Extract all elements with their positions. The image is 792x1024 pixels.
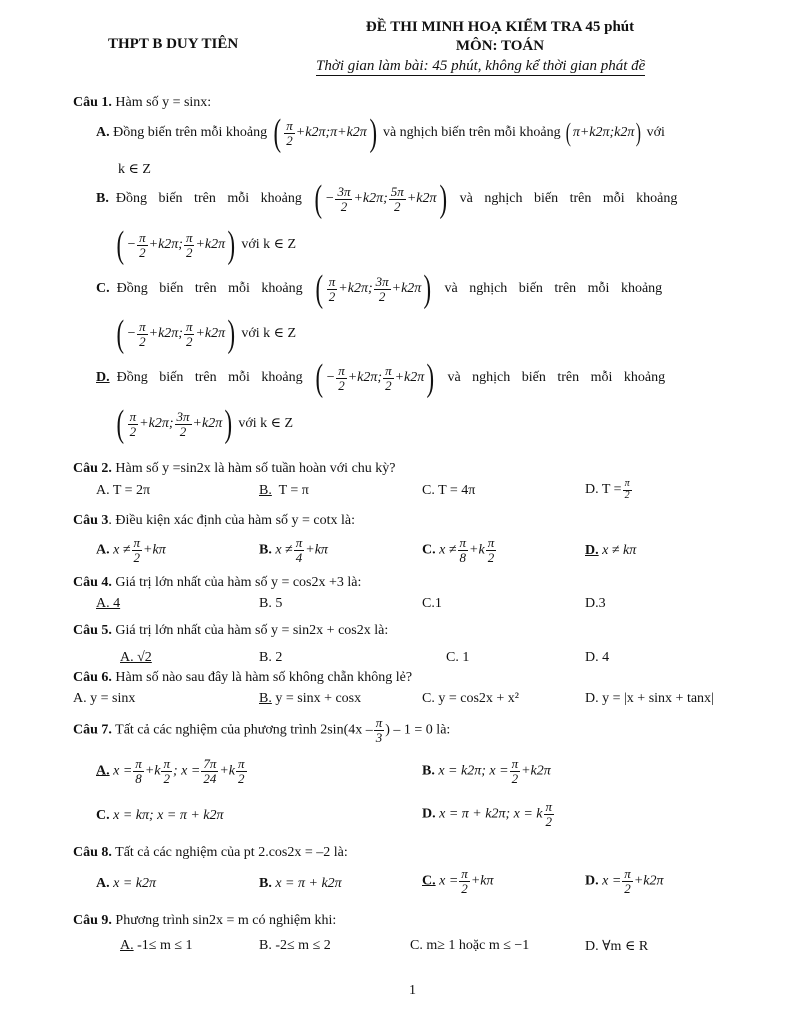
- q1-option-b: B. Đồng biến trên mỗi khoảng ( − $\frac{3\pi}{2}$ +k2π; $\frac{5\pi}{2}$ +k2π) và nghịch biến trên mỗi khoảng: [96, 178, 678, 220]
- q1-b-interval2: ( − $\frac{\pi}{2}$ +k2π; $\frac{\pi}{2}$ +k2π) với k ∈ Z: [116, 224, 297, 266]
- question-9: Câu 9. Phương trình sin2x = m có nghiệm khi:: [73, 913, 337, 928]
- q7-option-d: D. x = π + k2π; x = k $\frac{\pi}{2}$: [422, 799, 553, 829]
- q3-option-d: D. x ≠ kπ: [585, 543, 637, 558]
- q9-option-d: D. ∀m ∈ R: [585, 939, 649, 954]
- question-5: Câu 5. Giá trị lớn nhất của hàm số y = sin2x + cos2x là:: [73, 623, 389, 638]
- q1-option-a: A. Đồng biến trên mỗi khoảng ( $\frac{\pi}{2}$ +k2π;π+k2π) và nghịch biến trên mỗi khoảng ( π+k2π;k2π) với: [96, 112, 665, 154]
- q6-option-b: B. y = sinx + cosx: [259, 691, 362, 706]
- q3-option-c: C. x ≠ $\frac{\pi}{8}$ +k $\frac{\pi}{2}$: [422, 535, 495, 565]
- q1-option-c: C. Đồng biến trên mỗi khoảng ( $\frac{\pi}{2}$ +k2π; $\frac{3\pi}{2}$ +k2π) và nghịch biến trên mỗi khoảng: [96, 268, 663, 310]
- q7-option-b: B. x = k2π; x = $\frac{\pi}{2}$ +k2π: [422, 756, 551, 786]
- q8-option-c: C. x = $\frac{\pi}{2}$ +kπ: [422, 866, 494, 896]
- q1-c-interval2: ( − $\frac{\pi}{2}$ +k2π; $\frac{\pi}{2}$ +k2π) với k ∈ Z: [116, 313, 297, 355]
- question-2: Câu 2. Hàm số y =sin2x là hàm số tuần hoàn với chu kỳ?: [73, 461, 396, 476]
- question-8: Câu 8. Tất cả các nghiệm của pt 2.cos2x = –2 là:: [73, 845, 348, 860]
- q9-option-c: C. m≥ 1 hoặc m ≤ −1: [410, 938, 530, 953]
- exam-title: ĐỀ THI MINH HOẠ KIỂM TRA 45 phút: [365, 19, 635, 35]
- q1-option-d: D. Đồng biến trên mỗi khoảng ( − $\frac{\pi}{2}$ +k2π; $\frac{\pi}{2}$ +k2π) và nghịch biến trên mỗi khoảng: [96, 357, 666, 399]
- q4-option-d: D.3: [585, 596, 606, 611]
- exam-subject: MÔN: TOÁN: [455, 38, 545, 54]
- q4-option-c: C.1: [422, 596, 442, 611]
- q2-option-a: A. T = 2π: [96, 483, 151, 498]
- q2-option-d: D. T = $\frac{\pi}{2}$: [585, 478, 630, 501]
- q5-option-c: C. 1: [446, 650, 470, 665]
- q8-option-d: D. x = $\frac{\pi}{2}$ +k2π: [585, 866, 664, 896]
- q3-option-b: B. x ≠ $\frac{\pi}{4}$ +kπ: [259, 535, 328, 565]
- q5-option-d: D. 4: [585, 650, 610, 665]
- question-4: Câu 4. Giá trị lớn nhất của hàm số y = cos2x +3 là:: [73, 575, 362, 590]
- q4-option-b: B. 5: [259, 596, 283, 611]
- q2-option-b: B. T = π: [259, 483, 309, 498]
- q6-option-d: D. y = |x + sinx + tanx|: [585, 691, 714, 706]
- q5-option-b: B. 2: [259, 650, 283, 665]
- question-7: Câu 7. Tất cả các nghiệm của phương trình 2sin(4x – $\frac{\pi}{3}$ ) – 1 = 0 là:: [73, 715, 451, 745]
- q8-option-b: B. x = π + k2π: [259, 876, 342, 891]
- exam-time: Thời gian làm bài: 45 phút, không kể thời gian phát đề: [316, 58, 646, 74]
- school-name: THPT B DUY TIÊN: [108, 36, 239, 52]
- question-1: Câu 1. Hàm số y = sinx:: [73, 95, 212, 110]
- q5-option-a: A. √2: [120, 650, 152, 665]
- q9-option-a: A. -1≤ m ≤ 1: [120, 938, 193, 953]
- q7-option-a: A. x = $\frac{\pi}{8}$ +k $\frac{\pi}{2}$ ; x = $\frac{7\pi}{24}$ +k $\frac{\pi}{2}$: [96, 756, 245, 786]
- q8-option-a: A. x = k2π: [96, 876, 157, 891]
- q1-a-kz: k ∈ Z: [118, 162, 151, 177]
- question-6: Câu 6. Hàm số nào sau đây là hàm số không chẵn không lẻ?: [73, 670, 413, 685]
- q1-d-interval2: ( $\frac{\pi}{2}$ +k2π; $\frac{3\pi}{2}$ +k2π) với k ∈ Z: [116, 403, 294, 445]
- question-3: Câu 3. Điều kiện xác định của hàm số y = cotx là:: [73, 513, 356, 528]
- page-number: 1: [409, 983, 416, 998]
- q6-option-c: C. y = cos2x + x²: [422, 691, 519, 706]
- q2-option-c: C. T = 4π: [422, 483, 476, 498]
- q9-option-b: B. -2≤ m ≤ 2: [259, 938, 331, 953]
- q6-option-a: A. y = sinx: [73, 691, 136, 706]
- q3-option-a: A. x ≠ $\frac{\pi}{2}$ +kπ: [96, 535, 166, 565]
- q7-option-c: C. x = kπ; x = π + k2π: [96, 808, 224, 823]
- q4-option-a: A. 4: [96, 596, 121, 611]
